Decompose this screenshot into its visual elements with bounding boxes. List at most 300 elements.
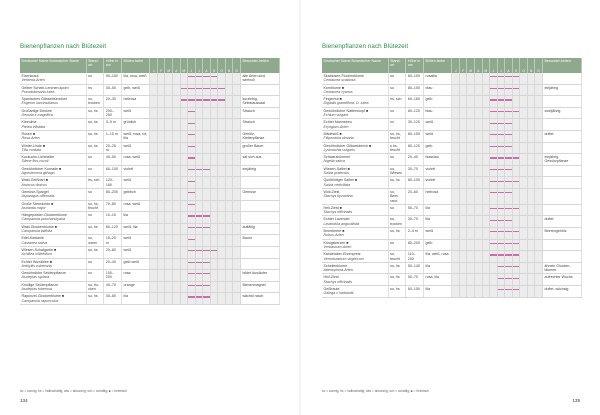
month-cell	[173, 84, 181, 96]
month-cell	[467, 285, 475, 297]
bloom-bar-segment	[188, 246, 196, 258]
month-cell	[173, 154, 181, 166]
month-cell	[482, 119, 490, 131]
site-cell: so	[388, 154, 406, 166]
bloom-bar-segment	[497, 107, 505, 119]
bloom-bar-segment	[210, 84, 218, 96]
header-height: Höhe in cm	[104, 58, 122, 73]
bloom-bar-segment	[512, 274, 520, 286]
bloom-bar-segment	[490, 188, 498, 204]
site-cell: so	[388, 239, 406, 251]
notes-cell	[542, 188, 581, 204]
month-cell	[535, 84, 543, 96]
month-cell	[527, 274, 535, 286]
notes-cell: Beerengehölz	[542, 228, 581, 240]
bloom-bar-segment	[505, 119, 513, 131]
month-header: M	[165, 58, 173, 73]
month-cell	[173, 119, 181, 131]
month-cell	[490, 262, 498, 274]
month-cell	[459, 262, 467, 274]
notes-cell	[542, 177, 581, 189]
plant-botanical-name: Lavandula angustifolia	[323, 221, 360, 226]
month-cell	[165, 73, 173, 84]
month-cell	[180, 177, 188, 189]
bloom-bar-segment	[505, 216, 513, 228]
site-cell: hs	[86, 84, 104, 96]
height-cell: 50–150	[104, 73, 122, 84]
plant-table	[322, 58, 582, 298]
bloom-bar-segment	[490, 107, 498, 119]
month-cell	[512, 142, 520, 154]
bloom-bar-segment	[512, 262, 520, 274]
month-cell	[180, 73, 188, 84]
month-cell	[467, 130, 475, 142]
month-cell	[180, 246, 188, 258]
notes-cell: aufrechter Wuchs	[542, 274, 581, 286]
bloom-bar-segment	[505, 130, 513, 142]
plant-botanical-name: Achillea millefolium	[21, 252, 53, 257]
month-header: M	[482, 58, 490, 73]
month-cell	[150, 119, 158, 131]
plant-table	[20, 58, 280, 305]
month-cell	[218, 165, 226, 177]
table-row	[20, 270, 280, 282]
plant-botanical-name: Anthyllis vulneraria	[21, 263, 52, 268]
month-cell	[165, 165, 173, 177]
site-cell: so	[86, 154, 104, 166]
plant-name-cell	[20, 258, 86, 270]
month-cell	[203, 188, 211, 200]
bloom-bar-segment	[490, 165, 498, 177]
color-cell: gelb	[424, 142, 452, 154]
month-cell	[150, 223, 158, 235]
plant-name-cell	[20, 84, 86, 96]
month-cell	[467, 177, 475, 189]
color-cell: blasslau	[424, 154, 452, 166]
month-cell	[512, 216, 520, 228]
plant-common-name: Wiesen-Schafgarbe ■	[21, 247, 57, 252]
plant-botanical-name: Lysimachia vulgaris	[323, 147, 355, 152]
month-header: J	[452, 58, 460, 73]
month-cell	[210, 258, 218, 270]
plant-botanical-name: Aruncus dioicus	[21, 182, 47, 187]
plant-name-cell	[322, 130, 388, 142]
color-cell: gelb	[424, 239, 452, 251]
month-cell	[150, 177, 158, 189]
height-cell: 20–25 m	[104, 142, 122, 154]
month-cell	[527, 188, 535, 204]
month-cell	[527, 228, 535, 240]
month-cell	[180, 119, 188, 131]
plant-common-name: Spanisches Gänseblümchen	[21, 97, 68, 102]
month-cell	[203, 154, 211, 166]
notes-cell: Gemüse	[240, 188, 279, 200]
bloom-bar-segment	[505, 154, 513, 166]
notes-cell: einjährig, Gewürzpflanze	[542, 154, 581, 166]
month-cell	[210, 165, 218, 177]
month-cell	[218, 246, 226, 258]
month-cell	[527, 154, 535, 166]
month-cell	[452, 84, 460, 96]
month-cell	[203, 200, 211, 212]
plant-name-cell	[20, 212, 86, 224]
month-cell	[535, 154, 543, 166]
month-cell	[452, 142, 460, 154]
bloom-bar-segment	[490, 251, 498, 263]
color-cell: weiß	[424, 228, 452, 240]
month-cell	[233, 107, 241, 119]
month-cell	[157, 142, 165, 154]
notes-cell	[240, 177, 279, 189]
plant-common-name: Kornblume ■	[323, 85, 345, 90]
bloom-bar-segment	[188, 107, 196, 119]
height-cell: 60–100	[406, 73, 424, 84]
bloom-bar-segment	[497, 204, 505, 216]
bloom-bar-segment	[497, 119, 505, 131]
bloom-bar-segment	[497, 177, 505, 189]
table-row	[20, 130, 280, 142]
month-cell	[218, 281, 226, 293]
site-cell: so, hs	[86, 293, 104, 305]
site-cell: so, hs, feucht	[388, 130, 406, 142]
plant-name-cell	[20, 223, 86, 235]
plant-common-name: Gewöhnliche Seidenpflanze	[21, 271, 67, 276]
month-cell	[233, 142, 241, 154]
notes-cell: Strauch	[240, 107, 279, 119]
month-cell	[520, 262, 528, 274]
color-cell: weiß	[424, 130, 452, 142]
plant-name-cell	[322, 239, 388, 251]
plant-name-cell	[322, 73, 388, 84]
height-cell: 70–80	[104, 200, 122, 212]
notes-cell: Strauch	[240, 119, 279, 131]
month-cell	[475, 107, 483, 119]
month-cell	[165, 177, 173, 189]
month-cell	[165, 235, 173, 247]
site-cell: so, hs	[86, 142, 104, 154]
color-cell: lila, rosa, weiß	[122, 73, 150, 84]
month-cell	[520, 188, 528, 204]
table-header-row	[322, 58, 582, 73]
bloom-bar-segment	[195, 246, 203, 258]
plant-common-name: Wald-Geißbart ■	[21, 178, 48, 183]
month-cell	[467, 96, 475, 108]
month-cell	[459, 119, 467, 131]
table-row	[20, 200, 280, 212]
height-cell: 100–200	[104, 270, 122, 282]
month-cell	[180, 165, 188, 177]
month-cell	[210, 130, 218, 142]
month-cell	[452, 228, 460, 240]
month-cell	[173, 270, 181, 282]
bloom-bar-segment	[195, 281, 203, 293]
month-cell	[173, 258, 181, 270]
height-cell: 80–200	[406, 239, 424, 251]
plant-common-name: Knollige Seidenpflanze	[21, 282, 59, 287]
bloom-bar-segment	[490, 177, 498, 189]
month-cell	[535, 96, 543, 108]
month-cell	[180, 293, 188, 305]
bloom-bar-segment	[203, 84, 211, 96]
month-cell	[195, 119, 203, 131]
month-cell	[527, 204, 535, 216]
month-cell	[475, 165, 483, 177]
month-cell	[527, 216, 535, 228]
color-cell: blau	[424, 107, 452, 119]
bloom-bar-segment	[490, 204, 498, 216]
month-cell	[210, 200, 218, 212]
month-cell	[180, 212, 188, 224]
color-cell: rosa, lila	[424, 274, 452, 286]
table-row	[322, 73, 582, 84]
table-row	[20, 246, 280, 258]
plant-common-name: Schwarzkümmel	[323, 155, 350, 160]
color-cell: weiß	[122, 107, 150, 119]
page-title: Bienenpflanzen nach Blütezeit	[322, 43, 409, 50]
color-cell: lila	[122, 293, 150, 305]
color-cell: lila, weiß, rosa	[424, 251, 452, 263]
plant-botanical-name: Asclepias syriaca	[21, 275, 50, 280]
height-cell: 15–20 m	[104, 235, 122, 247]
site-cell: so, hs	[388, 285, 406, 297]
plant-common-name: Edel-Kastanie	[21, 236, 44, 241]
height-cell: 30–80	[104, 293, 122, 305]
notes-cell	[542, 119, 581, 131]
site-cell: so, hs	[86, 107, 104, 119]
bloom-bar-segment	[505, 204, 513, 216]
month-cell	[467, 154, 475, 166]
month-cell	[482, 262, 490, 274]
month-cell	[233, 246, 241, 258]
month-cell	[225, 188, 233, 200]
notes-cell	[240, 200, 279, 212]
bloom-bar-segment	[512, 73, 520, 84]
plant-botanical-name: Silene flos-cuculi	[21, 159, 49, 164]
bloom-bar-segment	[188, 84, 196, 96]
color-cell: gelb-weiß	[122, 258, 150, 270]
color-cell: weiß, lila	[122, 223, 150, 235]
month-header: A	[475, 58, 483, 73]
month-cell	[535, 251, 543, 263]
month-cell	[482, 228, 490, 240]
table-row	[20, 84, 280, 96]
month-cell	[150, 107, 158, 119]
month-cell	[195, 107, 203, 119]
month-cell	[520, 96, 528, 108]
month-cell	[452, 165, 460, 177]
month-cell	[527, 73, 535, 84]
month-header: A	[203, 58, 211, 73]
site-cell: so	[86, 188, 104, 200]
bloom-bar-segment	[505, 188, 513, 204]
month-cell	[459, 188, 467, 204]
month-cell	[520, 73, 528, 84]
month-cell	[165, 84, 173, 96]
month-header: N	[527, 58, 535, 73]
month-header: J	[490, 58, 498, 73]
plant-botanical-name: Verbascum-Arten	[323, 244, 352, 249]
month-cell	[535, 119, 543, 131]
month-cell	[165, 223, 173, 235]
color-cell: rosa	[122, 270, 150, 282]
bloom-bar-segment	[203, 73, 211, 84]
month-cell	[233, 96, 241, 108]
notes-cell	[240, 84, 279, 96]
month-cell	[157, 200, 165, 212]
month-cell	[535, 228, 543, 240]
month-cell	[195, 142, 203, 154]
site-cell: so, hs	[86, 223, 104, 235]
month-cell	[150, 281, 158, 293]
site-cell: so, tro-cken	[86, 281, 104, 293]
site-cell: so, trocken	[388, 216, 406, 228]
month-cell	[150, 212, 158, 224]
month-cell	[173, 73, 181, 84]
month-cell	[225, 119, 233, 131]
notes-cell: Bienenmagnet	[240, 281, 279, 293]
month-cell	[452, 154, 460, 166]
month-cell	[210, 235, 218, 247]
bloom-bar-segment	[512, 84, 520, 96]
color-cell: hellrosa	[424, 188, 452, 204]
plant-name-cell	[20, 246, 86, 258]
month-cell	[225, 258, 233, 270]
plant-common-name: Großartige Deutzie	[21, 108, 52, 113]
month-cell	[535, 216, 543, 228]
month-cell	[150, 293, 158, 305]
month-cell	[150, 246, 158, 258]
month-cell	[210, 107, 218, 119]
bloom-bar-segment	[497, 73, 505, 84]
month-cell	[218, 107, 226, 119]
month-cell	[452, 130, 460, 142]
month-header: J	[150, 58, 158, 73]
month-cell	[203, 107, 211, 119]
month-cell	[520, 239, 528, 251]
bloom-bar-segment	[497, 188, 505, 204]
height-cell: 50–70	[406, 204, 424, 216]
month-cell	[482, 216, 490, 228]
month-cell	[165, 107, 173, 119]
month-cell	[452, 239, 460, 251]
height-cell: 1–15 m	[104, 130, 122, 142]
notes-cell: duftet	[542, 216, 581, 228]
plant-common-name: Gewöhnlicher Gilbweiderich ■	[323, 143, 372, 148]
plant-common-name: Quirlblütiger Salbei ■	[323, 178, 358, 183]
plant-name-cell	[322, 119, 388, 131]
plant-common-name: Kuckucks-Lichtnelke	[21, 155, 55, 160]
table-row	[20, 258, 280, 270]
month-cell	[482, 96, 490, 108]
month-cell	[157, 107, 165, 119]
table-row	[20, 107, 280, 119]
month-cell	[150, 258, 158, 270]
month-cell	[218, 154, 226, 166]
month-cell	[165, 293, 173, 305]
color-cell: gelb, weiß	[122, 84, 150, 96]
color-cell: orange	[122, 281, 150, 293]
site-cell: so	[86, 212, 104, 224]
header-name: Deutscher Name Botanischer Name	[322, 58, 388, 73]
month-cell	[459, 251, 467, 263]
height-cell: 200–250	[104, 107, 122, 119]
month-cell	[225, 84, 233, 96]
month-cell	[452, 262, 460, 274]
bloom-bar-segment	[203, 270, 211, 282]
bloom-bar-segment	[490, 96, 498, 108]
month-cell	[475, 262, 483, 274]
month-cell	[475, 204, 483, 216]
site-cell: so	[388, 107, 406, 119]
month-cell	[157, 130, 165, 142]
height-cell: 80–120	[406, 142, 424, 154]
table-row	[322, 130, 582, 142]
month-cell	[225, 223, 233, 235]
month-cell	[475, 216, 483, 228]
month-cell	[535, 177, 543, 189]
table-row	[322, 142, 582, 154]
height-cell: 80–120	[406, 107, 424, 119]
month-cell	[173, 188, 181, 200]
bloom-bar-segment	[505, 73, 513, 84]
month-cell	[452, 96, 460, 108]
height-cell: 40–50	[104, 154, 122, 166]
plant-name-cell	[322, 154, 388, 166]
month-cell	[482, 274, 490, 286]
month-cell	[475, 251, 483, 263]
month-cell	[218, 212, 226, 224]
month-cell	[157, 165, 165, 177]
month-cell	[459, 177, 467, 189]
height-cell: 40–70	[104, 281, 122, 293]
table-row	[322, 154, 582, 166]
month-cell	[452, 204, 460, 216]
bloom-bar-segment	[490, 216, 498, 228]
plant-botanical-name: Stachys officinalis	[323, 279, 353, 284]
height-cell: 50–70	[406, 274, 424, 286]
month-header: J	[195, 58, 203, 73]
bloom-bar-segment	[195, 165, 203, 177]
plant-botanical-name: Agrostemma githago	[21, 171, 55, 176]
month-cell	[218, 177, 226, 189]
notes-cell	[542, 251, 581, 263]
month-cell	[195, 188, 203, 200]
month-cell	[150, 73, 158, 84]
month-cell	[225, 107, 233, 119]
month-cell	[520, 154, 528, 166]
month-cell	[150, 165, 158, 177]
month-cell	[195, 235, 203, 247]
month-cell	[233, 119, 241, 131]
plant-common-name: Hängepolster-Glockenblume	[21, 213, 68, 218]
bloom-bar-segment	[218, 84, 226, 96]
notes-cell: einjährig	[542, 84, 581, 96]
month-cell	[520, 130, 528, 142]
month-cell	[195, 177, 203, 189]
plant-common-name: Echter Wundklee ■	[21, 259, 52, 264]
bloom-bar-segment	[203, 258, 211, 270]
month-cell	[225, 281, 233, 293]
month-cell	[535, 188, 543, 204]
month-cell	[520, 216, 528, 228]
month-cell	[520, 274, 528, 286]
site-cell: so, feucht	[388, 251, 406, 263]
bloom-bar-segment	[218, 96, 226, 108]
plant-name-cell	[322, 285, 388, 297]
month-cell	[475, 239, 483, 251]
site-cell: so, warm	[86, 235, 104, 247]
bloom-bar-segment	[490, 239, 498, 251]
